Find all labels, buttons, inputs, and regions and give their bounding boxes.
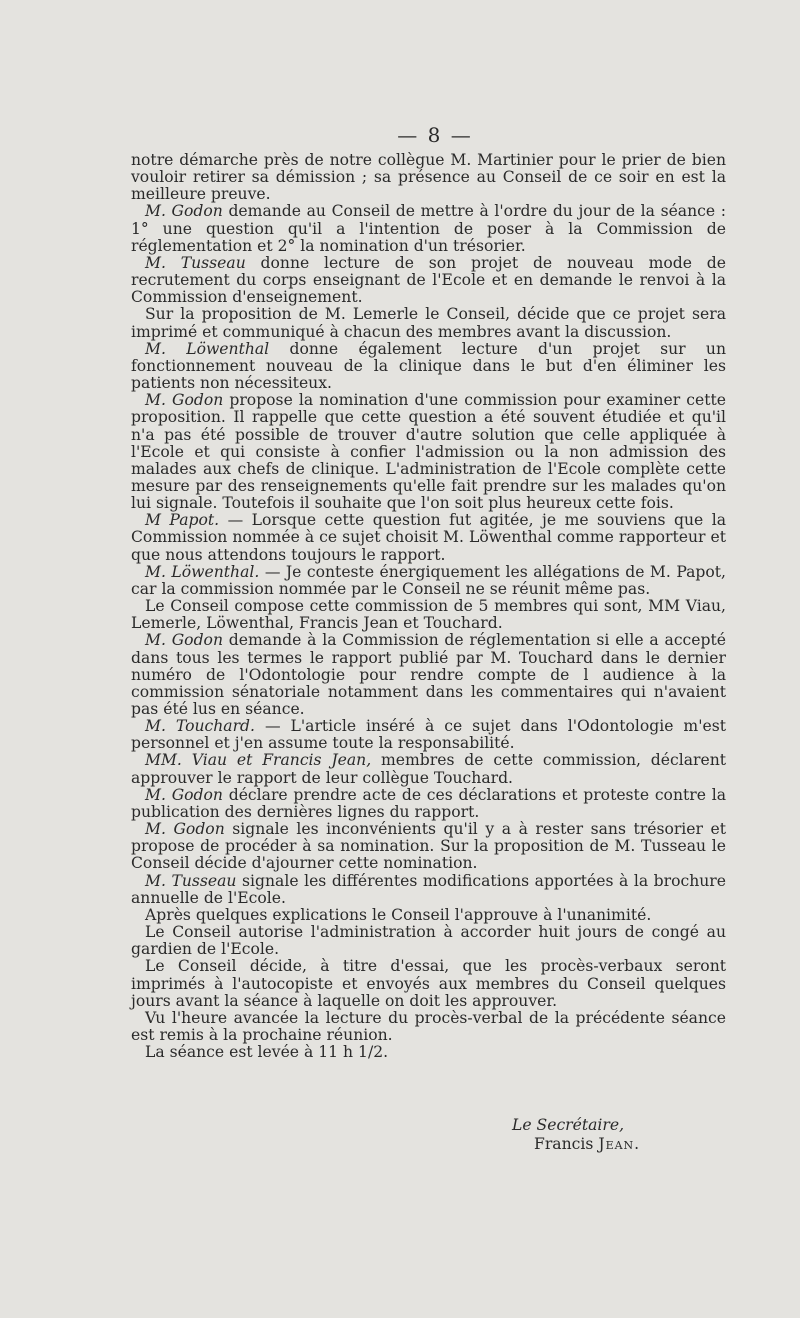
paragraph: La séance est levée à 11 h 1/2. [145,1043,389,1062]
paragraph: M. Löwenthal donne également lecture d'un projet sur un fonctionnement nouveau de la clinique dans le but d'en éliminer les patients non nécessiteux. [131,339,727,393]
paragraph: M Papot. — Lorsque cette question fut agitée, je me souviens que la Commission nommée à ce sujet choisit M. Löwenthal comme rapporteur et que nous attendons toujours le rapport. [131,511,726,564]
paragraph: M. Tusseau signale les différentes modifications apportées à la brochure annuelle de l'Ecole. [131,871,726,907]
signature-block [512,1116,640,1154]
speaker: M. Tusseau [145,871,237,890]
speaker: M. Godon [145,202,223,221]
paragraph: Sur la proposition de M. Lemerle le Conseil, décide que ce projet sera imprimé et communiqué à chacun des membres avant la discussion. [131,305,726,341]
speaker: M. Godon [145,391,224,410]
paragraph: M. Godon déclare prendre acte de ces déclarations et proteste contre la publication des dernières lignes du rapport. [131,785,726,821]
paragraph: Le Conseil compose cette commission de 5 membres qui sont, MM Viau, Lemerle, Löwenthal, Francis Jean et Touchard. [131,597,726,633]
paragraph: M. Löwenthal. — Je conteste énergiquement les allégations de M. Papot, car la commission nommée par le Conseil ne se réunit même pas. [131,562,727,598]
page-number: — 8 — [397,123,473,147]
signature-name [512,1135,640,1154]
signature-title: Le Secrétaire, [512,1116,625,1134]
paragraph: Le Conseil décide, à titre d'essai, que les procès-verbaux seront imprimés à l'autocopiste et envoyés aux membres du Conseil quelques jours avant la séance à laquelle on doit les approuver. [131,957,726,1010]
speaker: M. Godon [145,631,223,650]
speaker: M. Löwenthal. [145,562,260,581]
speaker: M. Löwenthal [145,339,270,358]
speaker: M. Touchard. [145,717,255,736]
signature-first-name: Francis [534,1135,594,1153]
paragraph: Vu l'heure avancée la lecture du procès-verbal de la précédente séance est remis à la prochaine réunion. [131,1008,726,1044]
speaker: M. Godon [145,785,223,804]
speaker: MM. Viau et Francis Jean, [145,751,372,770]
paragraph: M. Godon signale les inconvénients qu'il y a à rester sans trésorier et propose de procéder à sa nomination. Sur la proposition de M. Tusseau le Conseil décide d'ajourner cette nomination. [131,820,727,873]
paragraph: M. Touchard. — L'article inséré à ce sujet dans l'Odontologie m'est personnel et j'en assume toute la responsabilité. [131,717,726,753]
speaker: M Papot. [145,511,220,530]
paragraph: MM. Viau et Francis Jean, membres de cette commission, déclarent approuver le rapport de leur collègue Touchard. [131,751,727,787]
speaker: M. Godon [145,820,225,839]
paragraph: Le Conseil autorise l'administration à accorder huit jours de congé au gardien de l'Ecole. [131,923,726,959]
paragraph: notre démarche près de notre collègue M. Martinier pour le prier de bien vouloir retirer sa démission ; sa présence au Conseil de ce soir en est la meilleure preuve. [131,151,726,204]
minutes-body [131,152,726,1061]
paragraph: M. Tusseau donne lecture de son projet de nouveau mode de recrutement du corps enseignant de l'Ecole et en demande le renvoi à la Commission d'enseignement. [131,253,726,307]
paragraph: Après quelques explications le Conseil l'approuve à l'unanimité. [145,905,652,924]
speaker: M. Tusseau [145,253,246,272]
paragraph: M. Godon demande à la Commission de réglementation si elle a accepté dans tous les termes le rapport publié par M. Touchard dans le dernier numéro de l'Odontologie pour rendre compte de l audience à la commission sénatoriale notamment dans les commentaires qui n'avaient pas été lus en séance. [131,631,726,718]
paragraph: M. Godon propose la nomination d'une commission pour examiner cette proposition. Il rappelle que cette question a été souvent étudiée et qu'il n'a pas été possible de trouver d'autre solution que celle appliquée à l'Ecole et qui consiste à confier l'admission ou la non admission des malades aux chefs de clinique. L'administration de l'Ecole complète cette mesure par des renseignements qu'elle fait prendre sur les malades qu'on lui signale. Toutefois il souhaite que l'on soit plus heureux cette fois. [131,391,727,513]
paragraph: M. Godon demande au Conseil de mettre à l'ordre du jour de la séance : 1° une question qu'il a l'intention de poser à la Commission de réglementation et 2° la nomination d'un trésorier. [131,202,726,255]
signature-surname: Jean. [598,1135,641,1153]
